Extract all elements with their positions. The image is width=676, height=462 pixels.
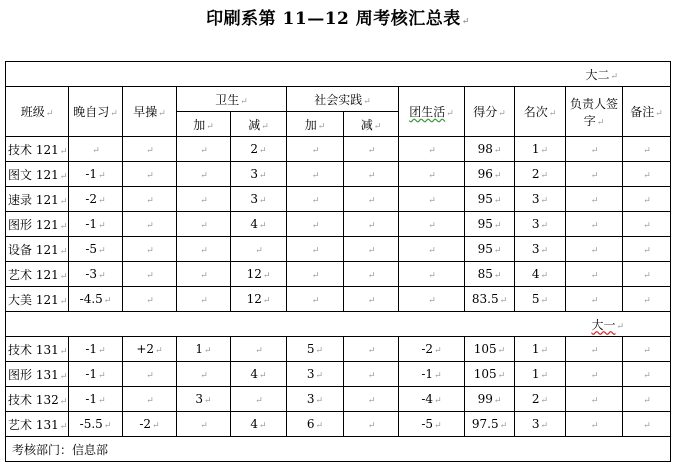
- cell-class: 图形 121↵: [6, 212, 69, 237]
- cell-evening: -4.5↵: [69, 287, 123, 312]
- cell-score: 95↵: [465, 237, 515, 262]
- cell-soc-sub: ↵: [344, 187, 399, 212]
- cell-soc-add: ↵: [287, 187, 344, 212]
- cell-remark: ↵: [623, 362, 671, 387]
- cell-soc-add: ↵: [287, 212, 344, 237]
- table-row: [6, 187, 671, 212]
- cell-class: 艺术 121↵: [6, 262, 69, 287]
- cell-league: ↵: [399, 187, 465, 212]
- cell-class: 大美 121↵: [6, 287, 69, 312]
- cell-remark: ↵: [623, 187, 671, 212]
- section-label: 大一↵: [6, 312, 671, 337]
- cell-hyg-add: ↵: [177, 412, 231, 437]
- cell-score: 97.5↵: [465, 412, 515, 437]
- cell-hyg-sub: ↵: [231, 387, 287, 412]
- cell-hyg-add: ↵: [177, 287, 231, 312]
- cell-hyg-add: ↵: [177, 212, 231, 237]
- cell-soc-add: 3↵: [287, 362, 344, 387]
- col-header-morning: 早操↵: [123, 87, 177, 137]
- col-header-responsible: 负责人签字↵: [566, 87, 623, 137]
- table-row: [6, 287, 671, 312]
- assessment-table: [5, 61, 671, 462]
- cell-evening: -1↵: [69, 212, 123, 237]
- cell-hyg-add: 3↵: [177, 387, 231, 412]
- section-row: [6, 62, 671, 87]
- table-row: [6, 412, 671, 437]
- cell-league: ↵: [399, 162, 465, 187]
- cell-soc-add: ↵: [287, 237, 344, 262]
- cell-soc-sub: ↵: [344, 262, 399, 287]
- header-row: [6, 87, 671, 112]
- col-header-class: 班级↵: [6, 87, 69, 137]
- cell-morning: ↵: [123, 362, 177, 387]
- cell-hyg-sub: 3↵: [231, 162, 287, 187]
- table-row: [6, 337, 671, 362]
- cell-resp: ↵: [566, 212, 623, 237]
- col-header-evening: 晚自习↵: [69, 87, 123, 137]
- cell-morning: ↵: [123, 237, 177, 262]
- cell-soc-add: 6↵: [287, 412, 344, 437]
- cell-hyg-sub: ↵: [231, 337, 287, 362]
- cell-class: 技术 131↵: [6, 337, 69, 362]
- cell-resp: ↵: [566, 287, 623, 312]
- cell-soc-sub: ↵: [344, 387, 399, 412]
- cell-resp: ↵: [566, 337, 623, 362]
- cell-remark: ↵: [623, 262, 671, 287]
- cell-hyg-sub: 3↵: [231, 187, 287, 212]
- cell-soc-sub: ↵: [344, 337, 399, 362]
- cell-soc-add: 5↵: [287, 337, 344, 362]
- cell-resp: ↵: [566, 187, 623, 212]
- cell-rank: 1↵: [515, 137, 566, 162]
- cell-class: 速录 121↵: [6, 187, 69, 212]
- cell-hyg-sub: 2↵: [231, 137, 287, 162]
- cell-league: ↵: [399, 287, 465, 312]
- cell-league: ↵: [399, 237, 465, 262]
- cell-soc-sub: ↵: [344, 237, 399, 262]
- cell-resp: ↵: [566, 412, 623, 437]
- cell-rank: 3↵: [515, 237, 566, 262]
- cell-evening: -1↵: [69, 387, 123, 412]
- col-header-hyg-sub: 减↵: [231, 112, 287, 137]
- cell-evening: -2↵: [69, 187, 123, 212]
- cell-hyg-add: ↵: [177, 237, 231, 262]
- cell-rank: 4↵: [515, 262, 566, 287]
- cell-hyg-add: ↵: [177, 362, 231, 387]
- cell-morning: ↵: [123, 187, 177, 212]
- cell-score: 95↵: [465, 187, 515, 212]
- cell-evening: -5↵: [69, 237, 123, 262]
- cell-soc-sub: ↵: [344, 287, 399, 312]
- cell-rank: 2↵: [515, 387, 566, 412]
- cell-score: 85↵: [465, 262, 515, 287]
- table-row: [6, 362, 671, 387]
- cell-score: 96↵: [465, 162, 515, 187]
- cell-rank: 5↵: [515, 287, 566, 312]
- cell-remark: ↵: [623, 387, 671, 412]
- cell-evening: -1↵: [69, 362, 123, 387]
- cell-remark: ↵: [623, 287, 671, 312]
- cell-class: 图形 131↵: [6, 362, 69, 387]
- cell-score: 83.5↵: [465, 287, 515, 312]
- col-header-remarks: 备注↵: [623, 87, 671, 137]
- cell-league: -4↵: [399, 387, 465, 412]
- cell-soc-sub: ↵: [344, 362, 399, 387]
- cell-soc-sub: ↵: [344, 212, 399, 237]
- cell-evening: -3↵: [69, 262, 123, 287]
- cell-score: 99↵: [465, 387, 515, 412]
- cell-class: 艺术 131↵: [6, 412, 69, 437]
- cell-rank: 1↵: [515, 362, 566, 387]
- col-header-social: 社会实践↵: [287, 87, 399, 112]
- col-header-rank: 名次↵: [515, 87, 566, 137]
- cell-rank: 1↵: [515, 337, 566, 362]
- cell-resp: ↵: [566, 262, 623, 287]
- cell-score: 105↵: [465, 362, 515, 387]
- cell-remark: ↵: [623, 237, 671, 262]
- cell-hyg-sub: ↵: [231, 237, 287, 262]
- cell-class: 技术 121↵: [6, 137, 69, 162]
- cell-resp: ↵: [566, 362, 623, 387]
- cell-resp: ↵: [566, 137, 623, 162]
- cell-rank: 3↵: [515, 187, 566, 212]
- cell-morning: +2↵: [123, 337, 177, 362]
- cell-hyg-add: ↵: [177, 262, 231, 287]
- col-header-soc-sub: 减↵: [344, 112, 399, 137]
- cell-evening: -1↵: [69, 337, 123, 362]
- col-header-score: 得分↵: [465, 87, 515, 137]
- cell-league: -2↵: [399, 337, 465, 362]
- table-row: [6, 262, 671, 287]
- cell-hyg-add: 1↵: [177, 337, 231, 362]
- cell-morning: ↵: [123, 287, 177, 312]
- cell-soc-add: ↵: [287, 262, 344, 287]
- cell-hyg-sub: 12↵: [231, 287, 287, 312]
- cell-league: -5↵: [399, 412, 465, 437]
- footer-department: 考核部门：信息部: [6, 437, 671, 462]
- cell-class: 设备 121↵: [6, 237, 69, 262]
- cell-soc-add: 3↵: [287, 387, 344, 412]
- cell-hyg-sub: 4↵: [231, 412, 287, 437]
- cell-rank: 3↵: [515, 212, 566, 237]
- footer-row: [6, 437, 671, 462]
- table-row: [6, 212, 671, 237]
- table-row: [6, 162, 671, 187]
- section-row: [6, 312, 671, 337]
- cell-rank: 3↵: [515, 412, 566, 437]
- cell-evening: -5.5↵: [69, 412, 123, 437]
- cell-morning: ↵: [123, 262, 177, 287]
- page-title: 印刷系第 11—12 周考核汇总表↵: [206, 9, 470, 29]
- cell-soc-add: ↵: [287, 287, 344, 312]
- cell-hyg-sub: 12↵: [231, 262, 287, 287]
- cell-hyg-sub: 4↵: [231, 362, 287, 387]
- cell-score: 105↵: [465, 337, 515, 362]
- cell-remark: ↵: [623, 212, 671, 237]
- cell-league: ↵: [399, 262, 465, 287]
- cell-morning: ↵: [123, 212, 177, 237]
- cell-hyg-add: ↵: [177, 162, 231, 187]
- cell-score: 98↵: [465, 137, 515, 162]
- col-header-hygiene: 卫生↵: [177, 87, 287, 112]
- cell-remark: ↵: [623, 337, 671, 362]
- table-row: [6, 137, 671, 162]
- cell-hyg-sub: 4↵: [231, 212, 287, 237]
- cell-remark: ↵: [623, 162, 671, 187]
- cell-league: ↵: [399, 137, 465, 162]
- cell-morning: ↵: [123, 162, 177, 187]
- cell-league: -1↵: [399, 362, 465, 387]
- cell-resp: ↵: [566, 237, 623, 262]
- table-row: [6, 387, 671, 412]
- cell-resp: ↵: [566, 387, 623, 412]
- cell-hyg-add: ↵: [177, 137, 231, 162]
- table-row: [6, 237, 671, 262]
- cell-soc-sub: ↵: [344, 412, 399, 437]
- cell-morning: ↵: [123, 137, 177, 162]
- cell-league: ↵: [399, 212, 465, 237]
- cell-hyg-add: ↵: [177, 187, 231, 212]
- cell-soc-add: ↵: [287, 137, 344, 162]
- cell-remark: ↵: [623, 412, 671, 437]
- section-label: 大二↵: [6, 62, 671, 87]
- cell-soc-sub: ↵: [344, 137, 399, 162]
- cell-remark: ↵: [623, 137, 671, 162]
- cell-soc-sub: ↵: [344, 162, 399, 187]
- cell-soc-add: ↵: [287, 162, 344, 187]
- cell-resp: ↵: [566, 162, 623, 187]
- cell-evening: -1↵: [69, 162, 123, 187]
- cell-evening: ↵: [69, 137, 123, 162]
- col-header-hyg-add: 加↵: [177, 112, 231, 137]
- col-header-league: 团生活↵: [399, 87, 465, 137]
- cell-class: 图文 121↵: [6, 162, 69, 187]
- cell-class: 技术 132↵: [6, 387, 69, 412]
- cell-morning: -2↵: [123, 412, 177, 437]
- cell-rank: 2↵: [515, 162, 566, 187]
- cell-morning: ↵: [123, 387, 177, 412]
- col-header-soc-add: 加↵: [287, 112, 344, 137]
- cell-score: 95↵: [465, 212, 515, 237]
